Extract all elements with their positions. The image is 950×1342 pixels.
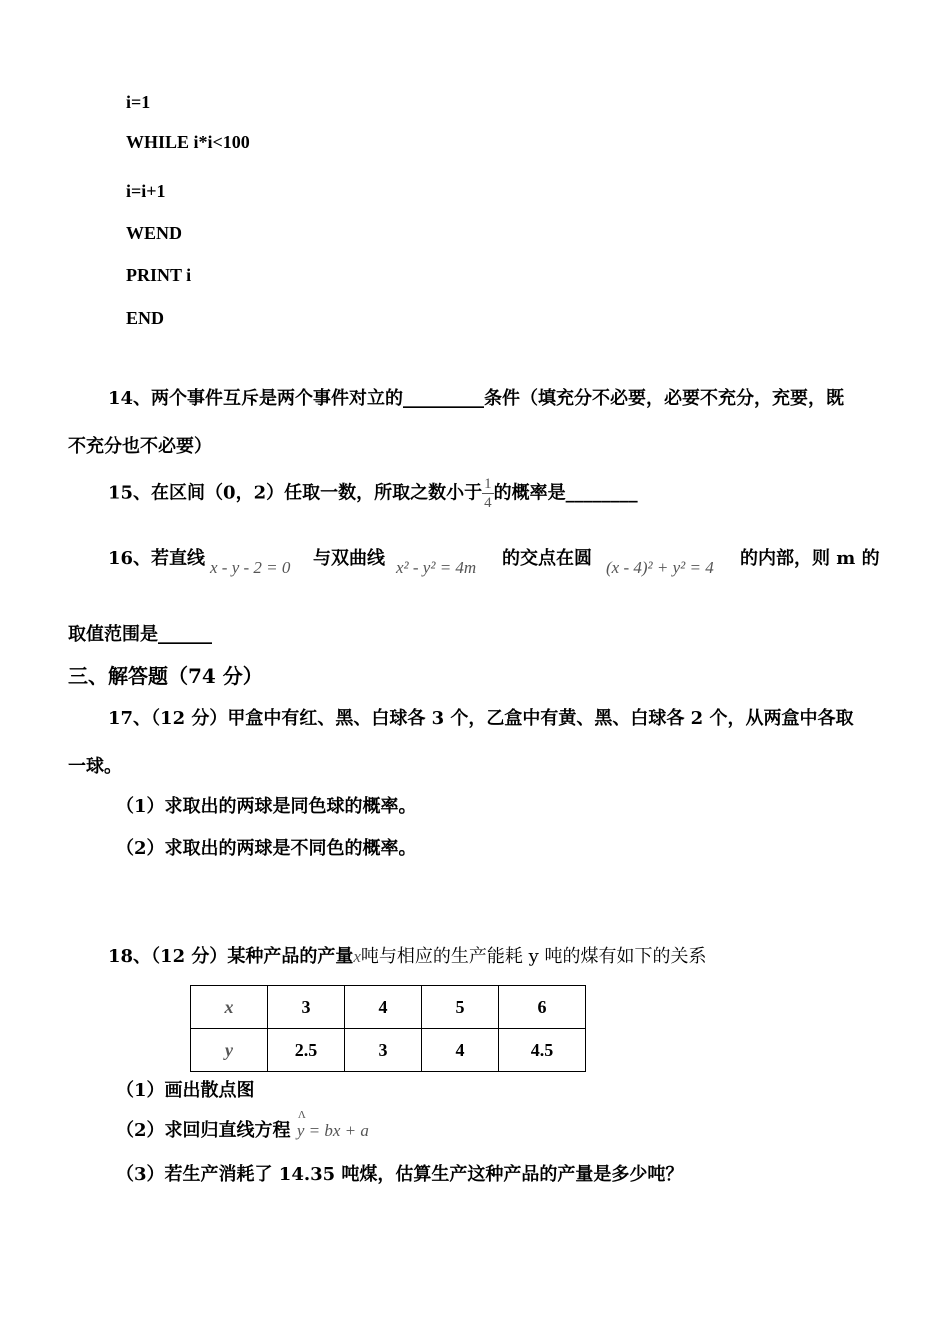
section-heading: 三、解答题（74 分） [68,664,263,688]
q16-circle-equation: (x - 4)² + y² = 4 [606,558,714,577]
table-cell: 4 [345,986,422,1029]
code-line-4: WEND [126,223,183,243]
table-cell: 6 [499,986,586,1029]
q16-text-2: 与双曲线 [313,548,385,569]
hat-symbol: Λ [297,1109,306,1121]
table-cell: 5 [422,986,499,1029]
q18-plain-text: 吨与相应的生产能耗 y 吨的煤有如下的关系 [360,946,707,967]
q17-sub-2: （2）求取出的两球是不同色的概率。 [116,838,417,859]
table-cell: 4 [422,1029,499,1072]
regression-equation-text: y = bx + a [296,1121,369,1140]
q15-fraction [482,475,494,512]
q17-line-2: 一球。 [68,756,122,777]
code-line-2: WHILE i*i<100 [126,132,250,152]
q16-text-4: 的内部，则 m 的 [740,548,880,569]
q18-sub-1: （1）画出散点图 [116,1080,255,1101]
table-cell: 3 [345,1029,422,1072]
regression-equation [296,1109,369,1141]
code-line-1: i=1 [126,92,151,112]
q15-text-after: 的概率是________ [493,482,638,504]
code-line-3: i=i+1 [126,181,166,201]
data-table [190,985,586,1072]
code-line-6: END [126,308,165,328]
q18-sub-2 [116,1109,369,1142]
q18-intro [108,942,707,968]
q16-text-1: 16、若直线 [108,548,206,569]
q15-frac-den: 4 [484,495,492,511]
q16-hyperbola-equation: x² - y² = 4m [396,558,477,577]
q17-sub-1: （1）求取出的两球是同色球的概率。 [116,796,417,817]
q18-var-x: x [353,947,361,966]
q14-line-2: 不充分也不必要） [68,436,212,457]
q15-line [108,475,638,512]
q14-line-1: 14、两个事件互斥是两个事件对立的_________条件（填充分不必要，必要不充分，充要，既 [108,388,845,409]
q18-bold-text: 18、（12 分）某种产品的产量 [108,946,354,967]
q15-text-before: 15、在区间（0，2）任取一数，所取之数小于 [108,482,483,504]
q18-sub-2-text: （2）求回归直线方程 [116,1120,291,1141]
table-cell-header-y: y [191,1029,268,1072]
code-line-5: PRINT i [126,265,192,285]
table-cell: 4.5 [499,1029,586,1072]
q16-line-2: 取值范围是______ [68,624,212,645]
table-row [191,1029,586,1072]
table-row [191,986,586,1029]
q16-text-3: 的交点在圆 [502,548,592,569]
table-cell: 3 [268,986,345,1029]
q18-sub-3: （3）若生产消耗了 14.35 吨煤，估算生产这种产品的产量是多少吨？ [116,1164,684,1185]
table-cell-header-x: x [191,986,268,1029]
q17-line-1: 17、（12 分）甲盒中有红、黑、白球各 3 个，乙盒中有黄、黑、白球各 2 个，从两盒中各取 [108,708,854,729]
q16-line-equation: x - y - 2 = 0 [210,558,291,577]
q15-frac-num: 1 [484,476,492,492]
table-cell: 2.5 [268,1029,345,1072]
